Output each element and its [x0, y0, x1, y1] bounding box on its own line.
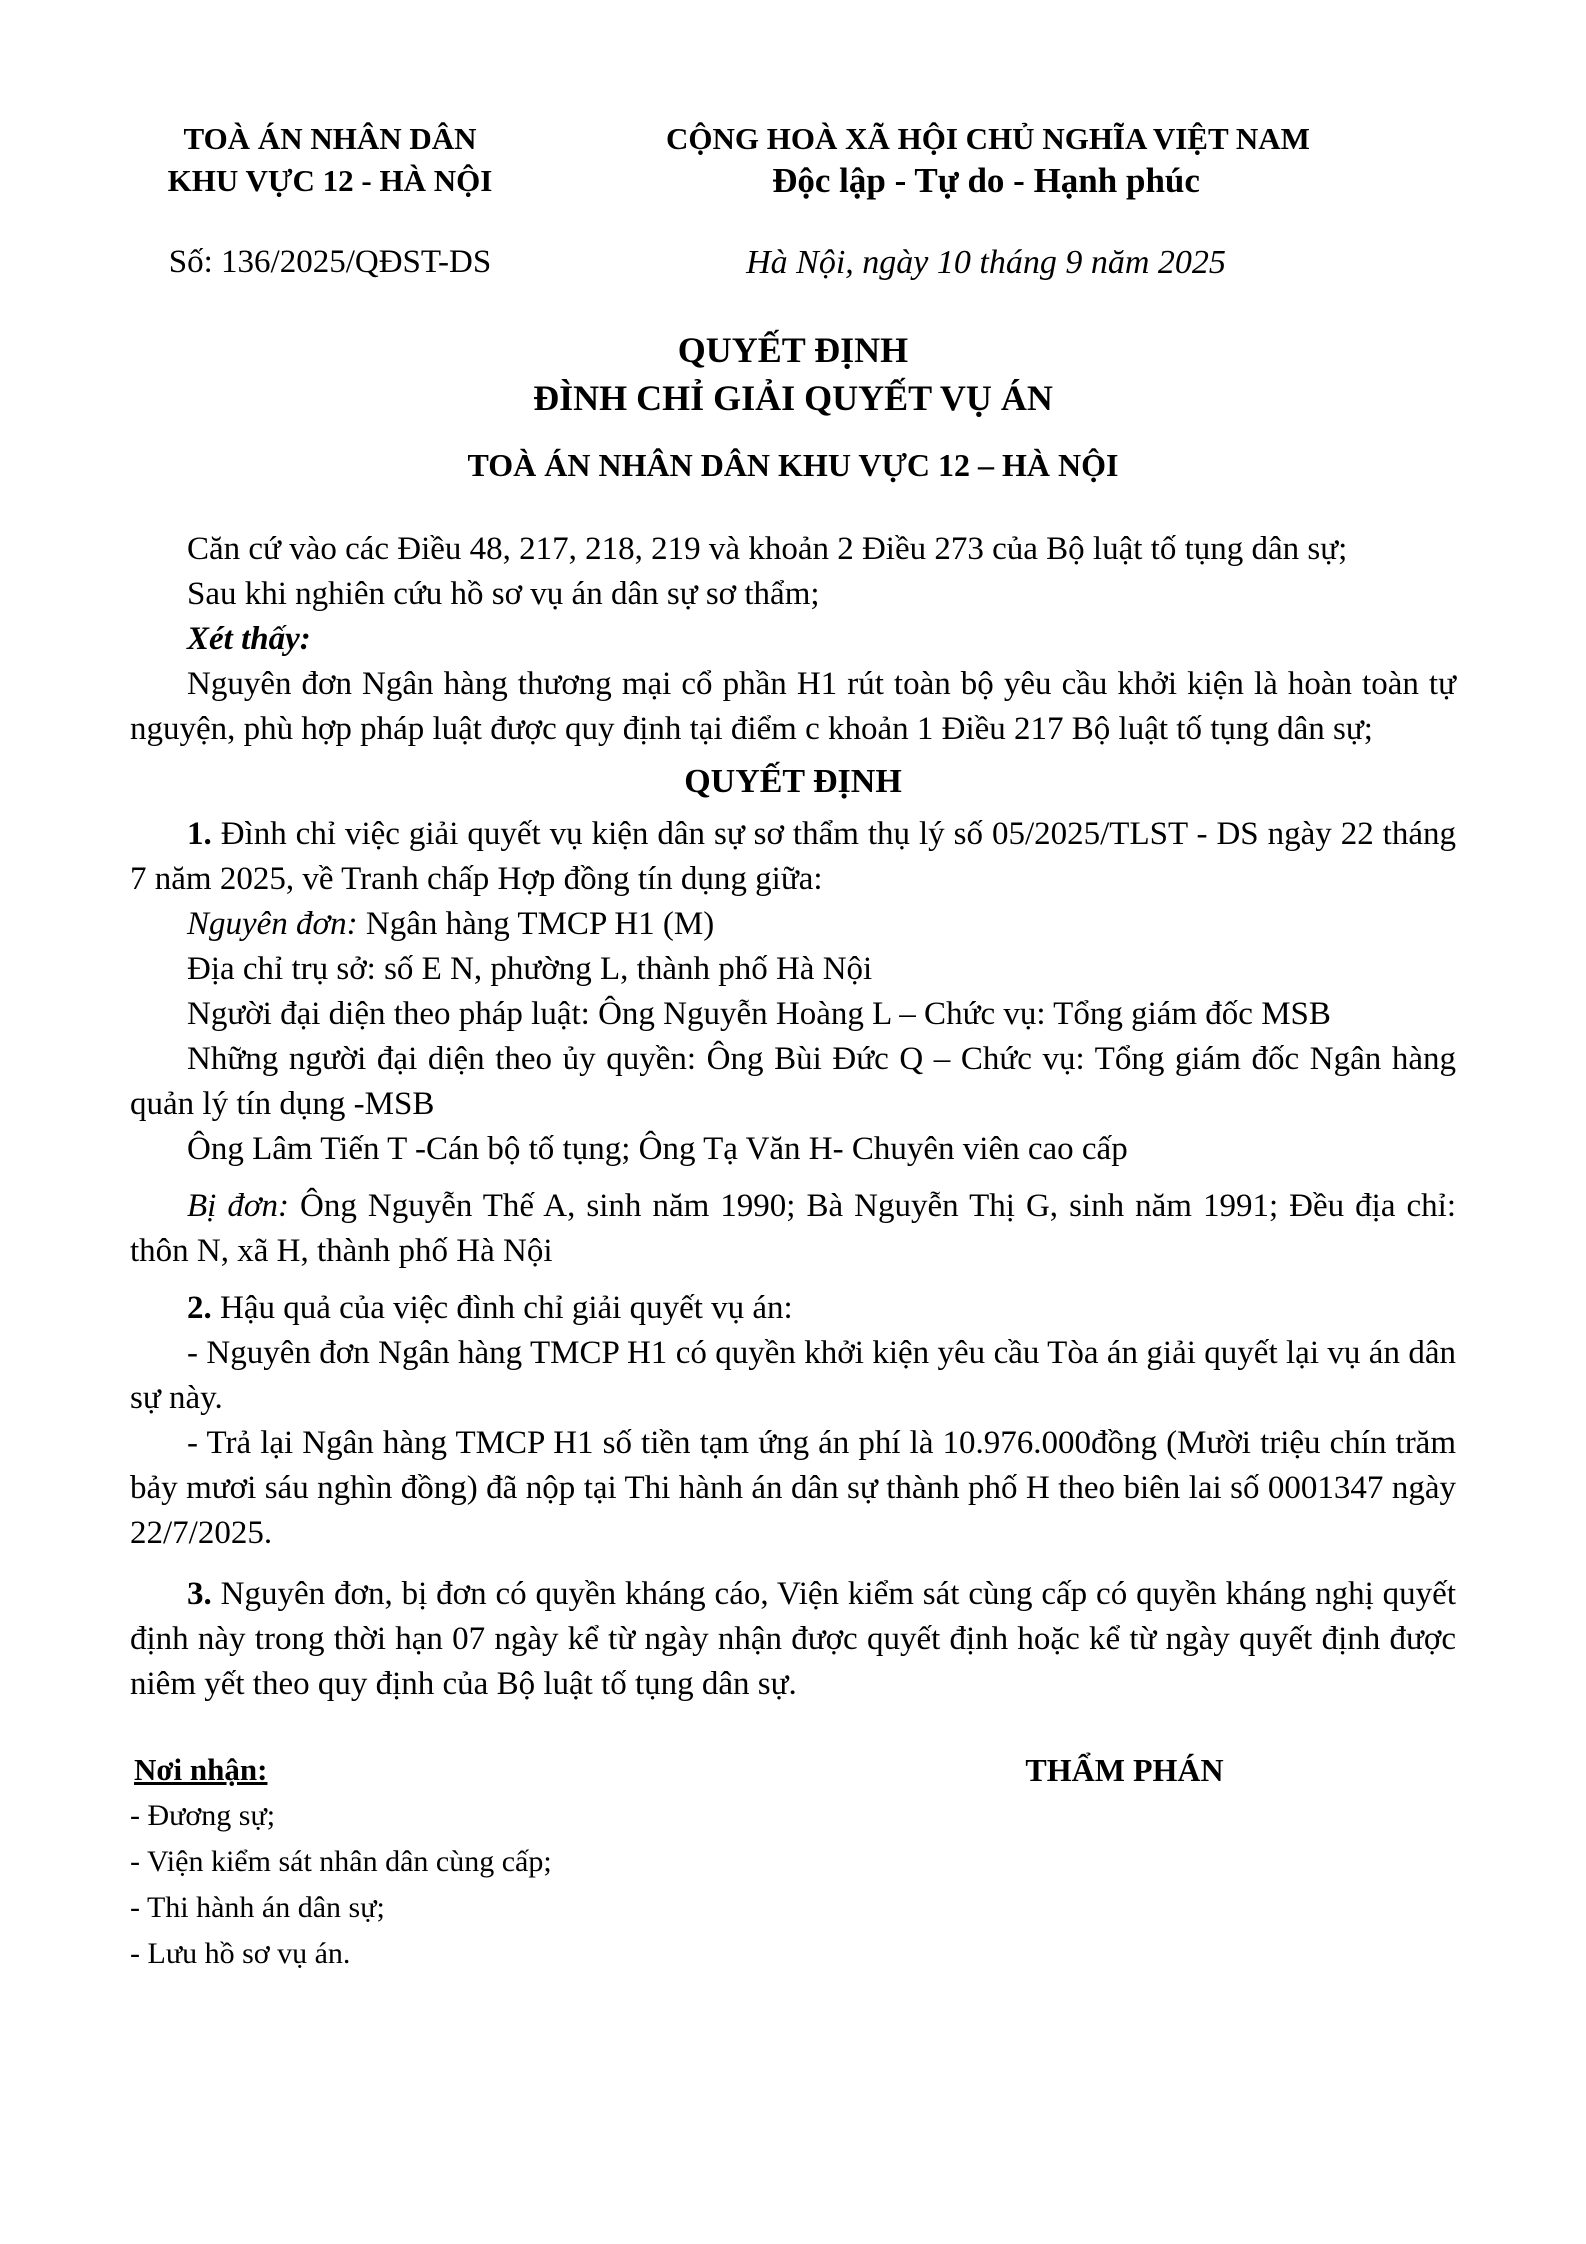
legal-representative: Người đại diện theo pháp luật: Ông Nguyễn Hoàng L – Chức vụ: Tổng giám đốc MSB: [187, 996, 1331, 1032]
plaintiff-address: Địa chỉ trụ sở: số E N, phường L, thành phố Hà Nội: [187, 951, 873, 987]
recipient-item: - Đương sự;: [130, 1799, 276, 1832]
paragraph-withdrawal: Nguyên đơn Ngân hàng thương mại cổ phần H1 rút toàn bộ yêu cầu khởi kiện là hoàn toàn tự nguyện, phù hợp pháp luật được quy định tại điểm c khoản 1 Điều 217 Bộ luật tố tụng dân sự;: [130, 666, 1456, 747]
plaintiff-label: Nguyên đơn:: [187, 906, 358, 942]
decision-item-2a: - Nguyên đơn Ngân hàng TMCP H1 có quyền khởi kiện yêu cầu Tòa án giải quyết lại vụ án dân sự này.: [130, 1335, 1456, 1416]
decision-item-3-text: Nguyên đơn, bị đơn có quyền kháng cáo, Viện kiểm sát cùng cấp có quyền kháng nghị quyết định này trong thời hạn 07 ngày kể từ ngày nhận được quyết định hoặc kể từ ngày quyết định được niêm yết theo quy định của Bộ luật tố tụng dân sự.: [130, 1576, 1456, 1702]
paragraph-legal-basis: Căn cứ vào các Điều 48, 217, 218, 219 và khoản 2 Điều 273 của Bộ luật tố tụng dân sự;: [187, 531, 1348, 567]
section-heading-decision: QUYẾT ĐỊNH: [684, 763, 902, 800]
plaintiff-line: [130, 902, 1456, 947]
national-header-block: [666, 118, 1310, 202]
recipients-block: [130, 1747, 793, 1977]
decision-subtitle: ĐÌNH CHỈ GIẢI QUYẾT VỤ ÁN: [533, 378, 1053, 418]
decision-item-3-number: 3.: [187, 1576, 212, 1612]
paragraph-review: Sau khi nghiên cứu hồ sơ vụ án dân sự sơ thẩm;: [187, 576, 820, 612]
court-header-block: [130, 118, 530, 202]
document-footer: [130, 1747, 1456, 1977]
recipient-item: - Lưu hồ sơ vụ án.: [130, 1937, 351, 1970]
court-region: KHU VỰC 12 - HÀ NỘI: [167, 163, 493, 198]
decision-item-2b: - Trả lại Ngân hàng TMCP H1 số tiền tạm ứng án phí là 10.976.000đồng (Mười triệu chín trăm bảy mươi sáu nghìn đồng) đã nộp tại Thi hành án dân sự thành phố H theo biên lai số 0001347 ngày 22/7/2025.: [130, 1425, 1456, 1551]
national-title: CỘNG HOÀ XÃ HỘI CHỦ NGHĨA VIỆT NAM: [666, 121, 1310, 156]
issuer-line: TOÀ ÁN NHÂN DÂN KHU VỰC 12 – HÀ NỘI: [467, 447, 1119, 483]
decision-item-1: [130, 812, 1456, 902]
decision-item-2-text: Hậu quả của việc đình chỉ giải quyết vụ án:: [211, 1290, 793, 1326]
defendant-text: Ông Nguyễn Thế A, sinh năm 1990; Bà Nguyễn Thị G, sinh năm 1991; Đều địa chỉ: thôn N, xã H, thành phố Hà Nội: [130, 1188, 1456, 1269]
defendant-label: Bị đơn:: [187, 1188, 289, 1224]
national-motto: Độc lập - Tự do - Hạnh phúc: [772, 161, 1200, 200]
recipient-item: - Viện kiểm sát nhân dân cùng cấp;: [130, 1845, 552, 1878]
decision-item-3: [130, 1572, 1456, 1707]
decision-title: QUYẾT ĐỊNH: [677, 330, 909, 370]
recipients-label: Nơi nhận:: [134, 1752, 268, 1787]
document-subheader: [130, 240, 1456, 285]
defendant-line: [130, 1184, 1456, 1274]
document-body: [130, 527, 1456, 1707]
decision-item-2-number: 2.: [187, 1290, 212, 1326]
court-name: TOÀ ÁN NHÂN DÂN: [183, 121, 477, 156]
signature-title: THẨM PHÁN: [1025, 1752, 1224, 1788]
recipient-item: - Thi hành án dân sự;: [130, 1891, 385, 1924]
decision-item-2: [130, 1286, 1456, 1331]
decision-item-1-text: Đình chỉ việc giải quyết vụ kiện dân sự sơ thẩm thụ lý số 05/2025/TLST - DS ngày 22 tháng 7 năm 2025, về Tranh chấp Hợp đồng tín dụng giữa:: [130, 816, 1456, 897]
title-block: [130, 327, 1456, 423]
document-number: Số: 136/2025/QĐST-DS: [168, 244, 492, 280]
decision-item-1-number: 1.: [187, 816, 212, 852]
document-header: [130, 118, 1456, 202]
case-officers: Ông Lâm Tiến T -Cán bộ tố tụng; Ông Tạ Văn H- Chuyên viên cao cấp: [187, 1131, 1128, 1167]
authorized-representatives: Những người đại diện theo ủy quyền: Ông Bùi Đức Q – Chức vụ: Tổng giám đốc Ngân hàng quản lý tín dụng -MSB: [130, 1041, 1456, 1122]
plaintiff-text: Ngân hàng TMCP H1 (M): [357, 906, 715, 942]
paragraph-considering: Xét thấy:: [187, 621, 311, 657]
date-line: Hà Nội, ngày 10 tháng 9 năm 2025: [746, 244, 1226, 281]
